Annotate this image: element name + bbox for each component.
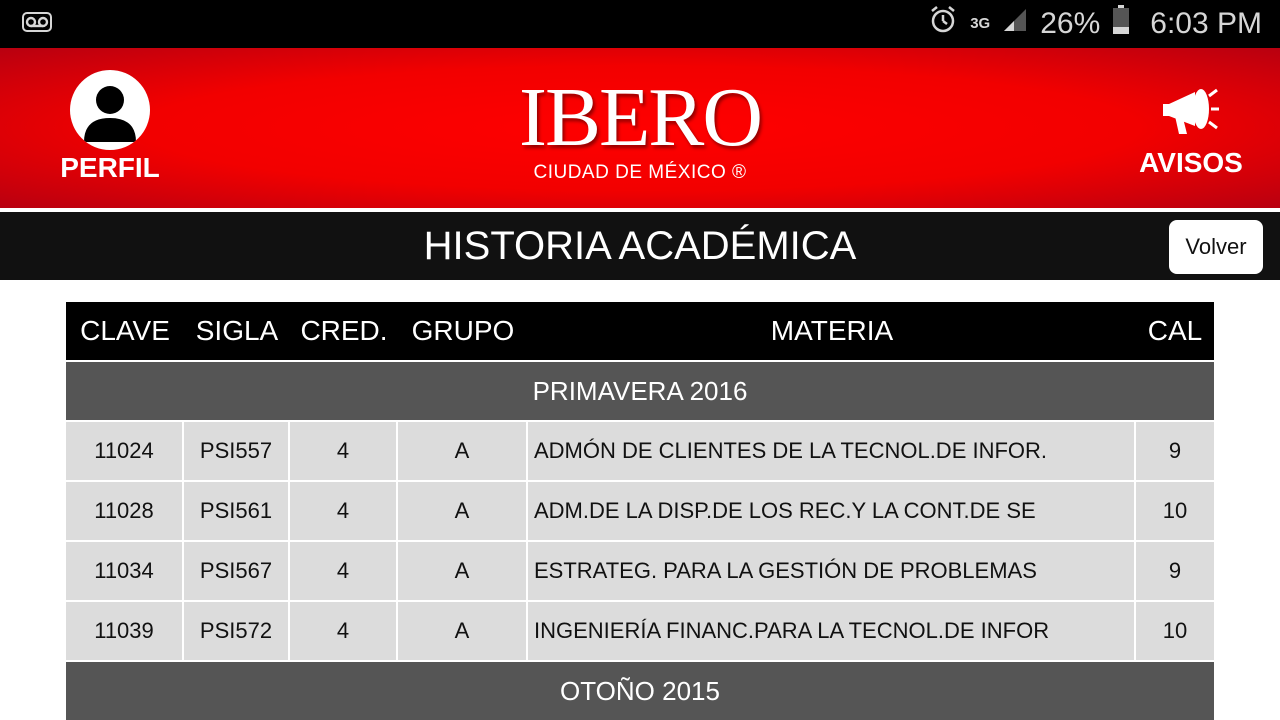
cell-grupo: A	[398, 482, 528, 540]
table-header	[66, 302, 1214, 360]
alarm-icon	[928, 5, 958, 43]
cell-grupo: A	[398, 542, 528, 600]
page-title: HISTORIA ACADÉMICA	[423, 224, 857, 268]
column-header-sigla: SIGLA	[195, 315, 279, 346]
logo-subtitle: CIUDAD DE MÉXICO ®	[533, 162, 747, 183]
ibero-logo	[490, 71, 790, 186]
cell-grupo: A	[398, 602, 528, 660]
cell-clave: 11024	[66, 422, 184, 480]
cell-cred: 4	[290, 422, 398, 480]
back-button[interactable]: Volver	[1169, 220, 1263, 274]
academic-history-table	[66, 302, 1214, 720]
cell-grupo: A	[398, 422, 528, 480]
notices-label: AVISOS	[1139, 147, 1243, 178]
cell-sigla: PSI561	[184, 482, 290, 540]
cell-cal: 10	[1136, 602, 1214, 660]
cell-cred: 4	[290, 542, 398, 600]
avatar	[70, 70, 150, 150]
battery-icon	[1112, 5, 1130, 43]
title-bar	[0, 212, 1280, 280]
cell-sigla: PSI567	[184, 542, 290, 600]
notices-button[interactable]	[1136, 82, 1246, 192]
clock: 6:03 PM	[1150, 7, 1262, 40]
cell-cred: 4	[290, 602, 398, 660]
table-row	[66, 602, 1214, 660]
column-header-grupo: GRUPO	[411, 315, 515, 346]
app-header	[0, 48, 1280, 208]
column-header-cal: CAL	[1147, 315, 1203, 346]
cell-cal: 10	[1136, 482, 1214, 540]
network-type: 3G	[970, 15, 991, 32]
term-header: OTOÑO 2015	[66, 662, 1214, 720]
term-header: PRIMAVERA 2016	[66, 362, 1214, 420]
cell-materia: ADMÓN DE CLIENTES DE LA TECNOL.DE INFOR.	[528, 422, 1136, 480]
column-header-cred: CRED.	[300, 315, 388, 346]
cell-cal: 9	[1136, 542, 1214, 600]
column-header-clave: CLAVE	[80, 315, 170, 346]
table-row	[66, 542, 1214, 600]
cell-sigla: PSI557	[184, 422, 290, 480]
table-row	[66, 422, 1214, 480]
battery-percent: 26%	[1040, 7, 1101, 40]
table-row	[66, 482, 1214, 540]
status-bar	[0, 0, 1280, 48]
cell-materia: INGENIERÍA FINANC.PARA LA TECNOL.DE INFOR	[528, 602, 1136, 660]
voicemail-icon	[22, 12, 52, 37]
profile-button[interactable]	[60, 70, 160, 190]
cell-cred: 4	[290, 482, 398, 540]
cell-sigla: PSI572	[184, 602, 290, 660]
megaphone-icon	[1161, 82, 1221, 145]
cell-clave: 11034	[66, 542, 184, 600]
logo-text: IBERO	[519, 71, 761, 164]
cell-cal: 9	[1136, 422, 1214, 480]
cell-clave: 11028	[66, 482, 184, 540]
profile-label: PERFIL	[60, 152, 160, 183]
cell-clave: 11039	[66, 602, 184, 660]
signal-icon	[1002, 7, 1028, 41]
column-header-materia: MATERIA	[770, 315, 894, 346]
cell-materia: ADM.DE LA DISP.DE LOS REC.Y LA CONT.DE SE	[528, 482, 1136, 540]
user-icon	[70, 70, 150, 150]
cell-materia: ESTRATEG. PARA LA GESTIÓN DE PROBLEMAS	[528, 542, 1136, 600]
